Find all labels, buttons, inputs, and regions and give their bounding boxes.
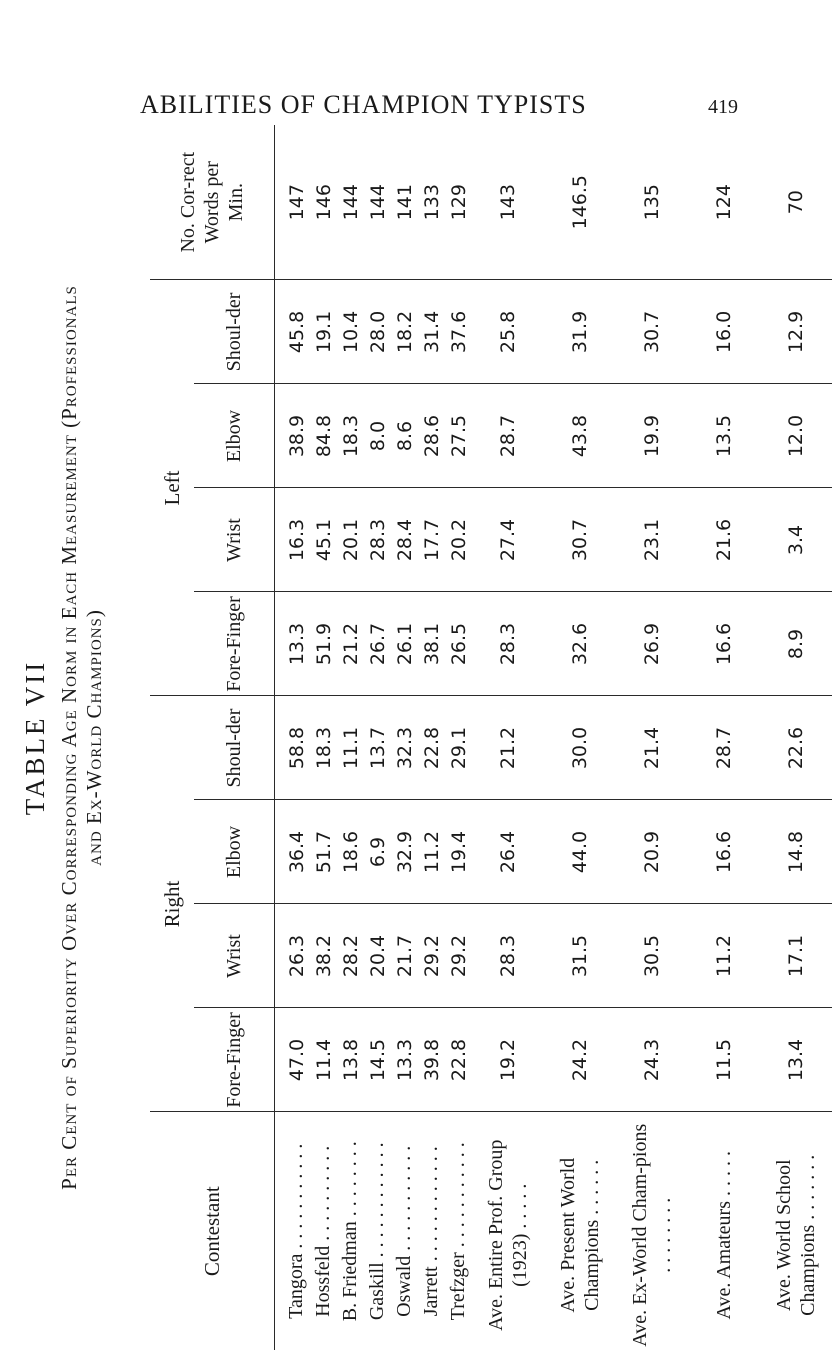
right-shoulder-cell: 18.3: [310, 696, 337, 800]
norms-table: [150, 125, 832, 1350]
right-fore-finger-cell: 13.8: [337, 1008, 364, 1112]
right-wrist-cell: 28.3: [472, 904, 544, 1008]
right-wrist-cell: 11.2: [688, 904, 760, 1008]
left-wrist-cell: 30.7: [544, 488, 616, 592]
average-row: [688, 125, 760, 1350]
left-elbow-header: Elbow: [194, 384, 275, 488]
right-elbow-cell: 6.9: [364, 800, 391, 904]
right-wrist-header: Wrist: [194, 904, 275, 1008]
right-shoulder-header: Shoul-der: [194, 696, 275, 800]
words-per-minute-cell: 70: [760, 125, 832, 280]
left-fore-finger-cell: 38.1: [418, 592, 445, 696]
right-fore-finger-cell: 11.5: [688, 1008, 760, 1112]
right-elbow-cell: 44.0: [544, 800, 616, 904]
words-per-minute-cell: 146.5: [544, 125, 616, 280]
words-per-minute-cell: 147: [275, 125, 311, 280]
right-elbow-cell: 16.6: [688, 800, 760, 904]
right-shoulder-cell: 32.3: [391, 696, 418, 800]
left-wrist-cell: 28.4: [391, 488, 418, 592]
table-row: [418, 125, 445, 1350]
left-elbow-cell: 19.9: [616, 384, 688, 488]
left-shoulder-cell: 18.2: [391, 280, 418, 384]
left-elbow-cell: 43.8: [544, 384, 616, 488]
right-shoulder-cell: 22.8: [418, 696, 445, 800]
right-fore-finger-cell: 39.8: [418, 1008, 445, 1112]
left-fore-finger-cell: 13.3: [275, 592, 311, 696]
table-row: [275, 125, 311, 1350]
left-elbow-cell: 38.9: [275, 384, 311, 488]
left-wrist-cell: 45.1: [310, 488, 337, 592]
contestant-name: Hossfeld . . . . . . . . . .: [312, 1145, 334, 1317]
running-head: ABILITIES OF CHAMPION TYPISTS: [140, 90, 587, 119]
table-subtitle: [57, 125, 107, 1350]
average-label: Ave. Present World Champions . . . . . .: [557, 1157, 603, 1313]
left-shoulder-cell: 37.6: [445, 280, 472, 384]
right-elbow-cell: 18.6: [337, 800, 364, 904]
table-title: TABLE VII: [20, 659, 50, 816]
left-fore-finger-header: Fore-Finger: [194, 592, 275, 696]
right-fore-finger-cell: 11.4: [310, 1008, 337, 1112]
left-wrist-cell: 23.1: [616, 488, 688, 592]
average-row: [472, 125, 544, 1350]
left-elbow-cell: 28.6: [418, 384, 445, 488]
table-row: [445, 125, 472, 1350]
right-wrist-cell: 29.2: [445, 904, 472, 1008]
words-per-minute-cell: 129: [445, 125, 472, 280]
left-elbow-cell: 18.3: [337, 384, 364, 488]
words-per-minute-cell: 143: [472, 125, 544, 280]
left-shoulder-cell: 10.4: [337, 280, 364, 384]
average-label: Ave. Entire Prof. Group (1923) . . . . .: [485, 1139, 531, 1331]
contestant-header: Contestant: [199, 1186, 224, 1277]
right-elbow-cell: 32.9: [391, 800, 418, 904]
left-wrist-cell: 20.1: [337, 488, 364, 592]
left-elbow-cell: 27.5: [445, 384, 472, 488]
left-elbow-cell: 84.8: [310, 384, 337, 488]
right-wrist-cell: 28.2: [337, 904, 364, 1008]
left-wrist-cell: 21.6: [688, 488, 760, 592]
right-fore-finger-cell: 14.5: [364, 1008, 391, 1112]
left-fore-finger-cell: 26.5: [445, 592, 472, 696]
right-shoulder-cell: 28.7: [688, 696, 760, 800]
right-fore-finger-cell: 19.2: [472, 1008, 544, 1112]
left-elbow-cell: 8.0: [364, 384, 391, 488]
right-elbow-cell: 26.4: [472, 800, 544, 904]
table-row: [391, 125, 418, 1350]
left-elbow-cell: 8.6: [391, 384, 418, 488]
left-elbow-cell: 28.7: [472, 384, 544, 488]
right-wrist-cell: 38.2: [310, 904, 337, 1008]
right-wrist-cell: 17.1: [760, 904, 832, 1008]
contestant-name: Jarrett . . . . . . . . . . . .: [420, 1146, 442, 1317]
left-fore-finger-cell: 26.9: [616, 592, 688, 696]
left-shoulder-cell: 19.1: [310, 280, 337, 384]
table-subtitle-line-2: and Ex-World Champions): [82, 609, 106, 866]
words-per-minute-cell: 133: [418, 125, 445, 280]
words-per-minute-cell: 144: [364, 125, 391, 280]
right-elbow-cell: 14.8: [760, 800, 832, 904]
contestant-name: Oswald . . . . . . . . . . .: [393, 1145, 415, 1317]
left-shoulder-cell: 45.8: [275, 280, 311, 384]
right-wrist-cell: 21.7: [391, 904, 418, 1008]
table-row: [337, 125, 364, 1350]
words-per-minute-header: No. Cor-rect Words per Min.: [150, 125, 275, 280]
table-row: [310, 125, 337, 1350]
right-elbow-header: Elbow: [194, 800, 275, 904]
right-shoulder-cell: 21.2: [472, 696, 544, 800]
average-label: Ave. Ex-World Cham-pions . . . . . . . .: [629, 1123, 675, 1347]
average-row: [616, 125, 688, 1350]
left-wrist-cell: 17.7: [418, 488, 445, 592]
right-shoulder-cell: 58.8: [275, 696, 311, 800]
right-group-header: Right: [150, 696, 194, 1112]
page-number: 419: [708, 96, 738, 118]
left-wrist-cell: 16.3: [275, 488, 311, 592]
average-label: Ave. Amateurs . . . . .: [713, 1151, 735, 1320]
right-elbow-cell: 19.4: [445, 800, 472, 904]
right-fore-finger-cell: 22.8: [445, 1008, 472, 1112]
left-shoulder-cell: 28.0: [364, 280, 391, 384]
words-per-minute-cell: 135: [616, 125, 688, 280]
left-shoulder-header: Shoul-der: [194, 280, 275, 384]
right-shoulder-cell: 11.1: [337, 696, 364, 800]
contestant-name: Gaskill . . . . . . . . . . . .: [366, 1142, 388, 1321]
right-elbow-cell: 20.9: [616, 800, 688, 904]
left-wrist-cell: 3.4: [760, 488, 832, 592]
contestant-name: B. Friedman . . . . . . . .: [339, 1141, 361, 1322]
right-wrist-cell: 20.4: [364, 904, 391, 1008]
right-shoulder-cell: 30.0: [544, 696, 616, 800]
right-fore-finger-cell: 24.3: [616, 1008, 688, 1112]
average-row: [760, 125, 832, 1350]
left-fore-finger-cell: 32.6: [544, 592, 616, 696]
left-shoulder-cell: 16.0: [688, 280, 760, 384]
right-wrist-cell: 30.5: [616, 904, 688, 1008]
left-shoulder-cell: 31.9: [544, 280, 616, 384]
right-shoulder-cell: 13.7: [364, 696, 391, 800]
right-elbow-cell: 11.2: [418, 800, 445, 904]
table-group-header-row: [150, 125, 194, 1350]
left-elbow-cell: 13.5: [688, 384, 760, 488]
table-row: [364, 125, 391, 1350]
right-shoulder-cell: 22.6: [760, 696, 832, 800]
table-caption: [20, 125, 107, 1350]
average-row: [544, 125, 616, 1350]
left-shoulder-cell: 25.8: [472, 280, 544, 384]
right-wrist-cell: 31.5: [544, 904, 616, 1008]
page-header: [0, 0, 800, 40]
left-group-header: Left: [150, 280, 194, 696]
right-fore-finger-cell: 47.0: [275, 1008, 311, 1112]
left-shoulder-cell: 30.7: [616, 280, 688, 384]
words-per-minute-cell: 141: [391, 125, 418, 280]
right-shoulder-cell: 29.1: [445, 696, 472, 800]
right-wrist-cell: 26.3: [275, 904, 311, 1008]
left-wrist-header: Wrist: [194, 488, 275, 592]
right-fore-finger-header: Fore-Finger: [194, 1008, 275, 1112]
left-fore-finger-cell: 26.7: [364, 592, 391, 696]
left-wrist-cell: 27.4: [472, 488, 544, 592]
words-per-minute-cell: 146: [310, 125, 337, 280]
average-label: Ave. World School Champions . . . . . . .: [773, 1154, 819, 1316]
rotated-table-block: [20, 125, 819, 1350]
left-fore-finger-cell: 51.9: [310, 592, 337, 696]
left-shoulder-cell: 12.9: [760, 280, 832, 384]
left-fore-finger-cell: 8.9: [760, 592, 832, 696]
left-elbow-cell: 12.0: [760, 384, 832, 488]
left-wrist-cell: 20.2: [445, 488, 472, 592]
left-fore-finger-cell: 28.3: [472, 592, 544, 696]
left-shoulder-cell: 31.4: [418, 280, 445, 384]
right-elbow-cell: 51.7: [310, 800, 337, 904]
right-fore-finger-cell: 13.4: [760, 1008, 832, 1112]
left-wrist-cell: 28.3: [364, 488, 391, 592]
words-per-minute-cell: 124: [688, 125, 760, 280]
left-fore-finger-cell: 21.2: [337, 592, 364, 696]
left-fore-finger-cell: 26.1: [391, 592, 418, 696]
right-shoulder-cell: 21.4: [616, 696, 688, 800]
right-wrist-cell: 29.2: [418, 904, 445, 1008]
right-elbow-cell: 36.4: [275, 800, 311, 904]
left-fore-finger-cell: 16.6: [688, 592, 760, 696]
contestant-name: Tangora . . . . . . . . . . .: [275, 1112, 311, 1350]
right-fore-finger-cell: 24.2: [544, 1008, 616, 1112]
table-subtitle-line-1: Per Cent of Superiority Over Corresponding Age Norm in Each Measurement (Professionals: [57, 285, 81, 1190]
words-per-minute-cell: 144: [337, 125, 364, 280]
contestant-name: Trefzger . . . . . . . . . . .: [447, 1142, 469, 1321]
right-fore-finger-cell: 13.3: [391, 1008, 418, 1112]
